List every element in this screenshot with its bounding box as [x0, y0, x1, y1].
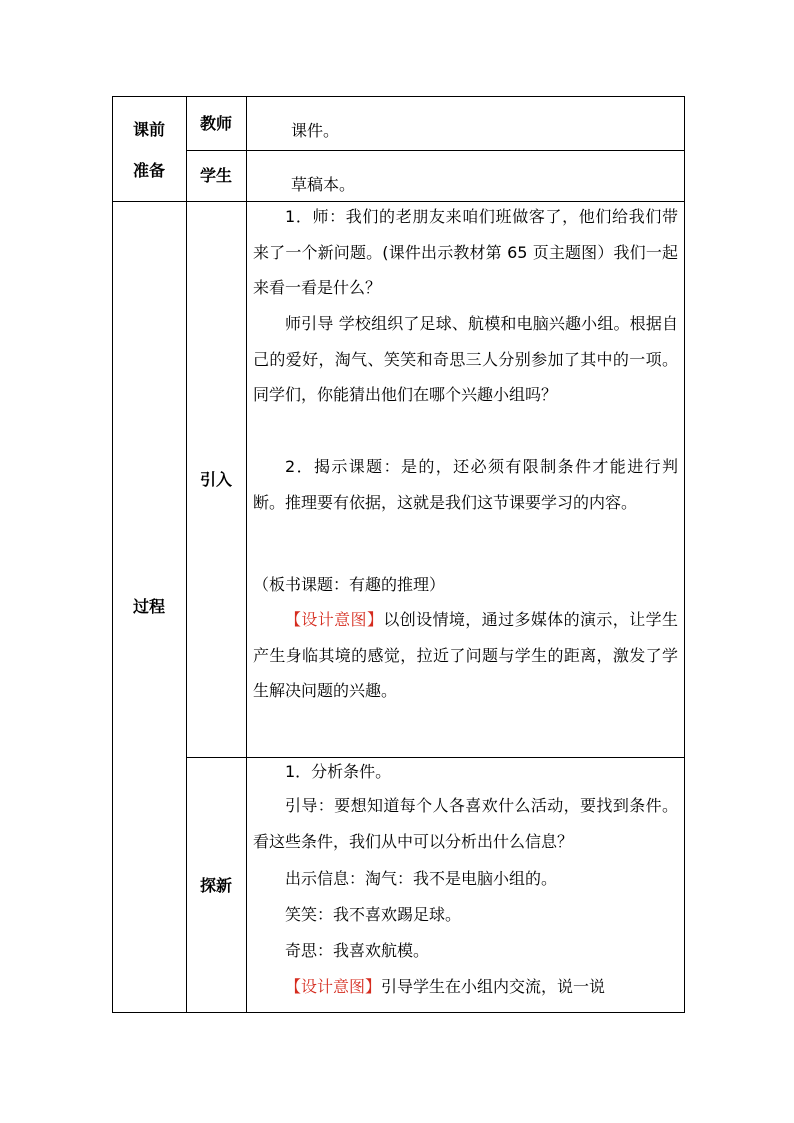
intro-design-text: 以创设情境，通过多媒体的演示，让学生产生身临其境的感觉，拉近了问题与学生的距离，激发了学生解决问题的兴趣。 — [253, 610, 678, 700]
intro-design-intent — [253, 602, 678, 709]
table-border-bottom — [112, 1012, 685, 1013]
prep-section-label-line2: 准备 — [133, 161, 166, 180]
explore-design-text: 引导学生在小组内交流，说一说 — [381, 977, 606, 996]
explore-line-4: 笑笑：我不喜欢踢足球。 — [285, 905, 462, 924]
teacher-content: 课件。 — [291, 121, 340, 140]
intro-paragraph-2: 师引导 学校组织了足球、航模和电脑兴趣小组。根据自己的爱好，淘气、笑笑和奇思三人分别参加了其中的一项。同学们，你能猜出他们在哪个兴趣小组吗？ — [253, 314, 678, 404]
column-divider-1 — [186, 96, 187, 1013]
column-divider-2 — [246, 96, 247, 1013]
explore-line-1: 1．分析条件。 — [285, 762, 392, 781]
table-border-right — [684, 96, 685, 1013]
teacher-label: 教师 — [200, 114, 233, 133]
student-content: 草稿本。 — [291, 175, 356, 194]
prep-section-label-line1: 课前 — [133, 120, 166, 139]
student-label: 学生 — [200, 166, 233, 185]
intro-design-tag: 【设计意图】 — [285, 610, 384, 629]
table-border-top — [112, 96, 685, 97]
explore-design-intent — [285, 977, 605, 997]
intro-board-note: （板书课题：有趣的推理） — [253, 575, 446, 594]
intro-paragraph-3: 2．揭示课题：是的，还必须有限制条件才能进行判断。推理要有依据，这就是我们这节课要学习的内容。 — [253, 457, 678, 512]
process-section-label: 过程 — [133, 597, 166, 616]
explore-line-5: 奇思：我喜欢航模。 — [285, 941, 430, 960]
table-border-left — [112, 96, 113, 1013]
explore-design-tag: 【设计意图】 — [285, 977, 382, 996]
row-divider-intro-explore — [186, 757, 685, 758]
intro-paragraph-1: 1．师：我们的老朋友来咱们班做客了，他们给我们带来了一个新问题。(课件出示教材第 65 页主题图）我们一起来看一看是什么？ — [253, 207, 678, 297]
intro-label: 引入 — [200, 470, 233, 489]
row-divider-teacher-student — [186, 150, 685, 151]
explore-label: 探新 — [200, 876, 233, 895]
explore-paragraph-2: 引导：要想知道每个人各喜欢什么活动，要找到条件。看这些条件，我们从中可以分析出什么信息？ — [253, 796, 678, 851]
explore-line-3: 出示信息：淘气：我不是电脑小组的。 — [285, 869, 558, 888]
